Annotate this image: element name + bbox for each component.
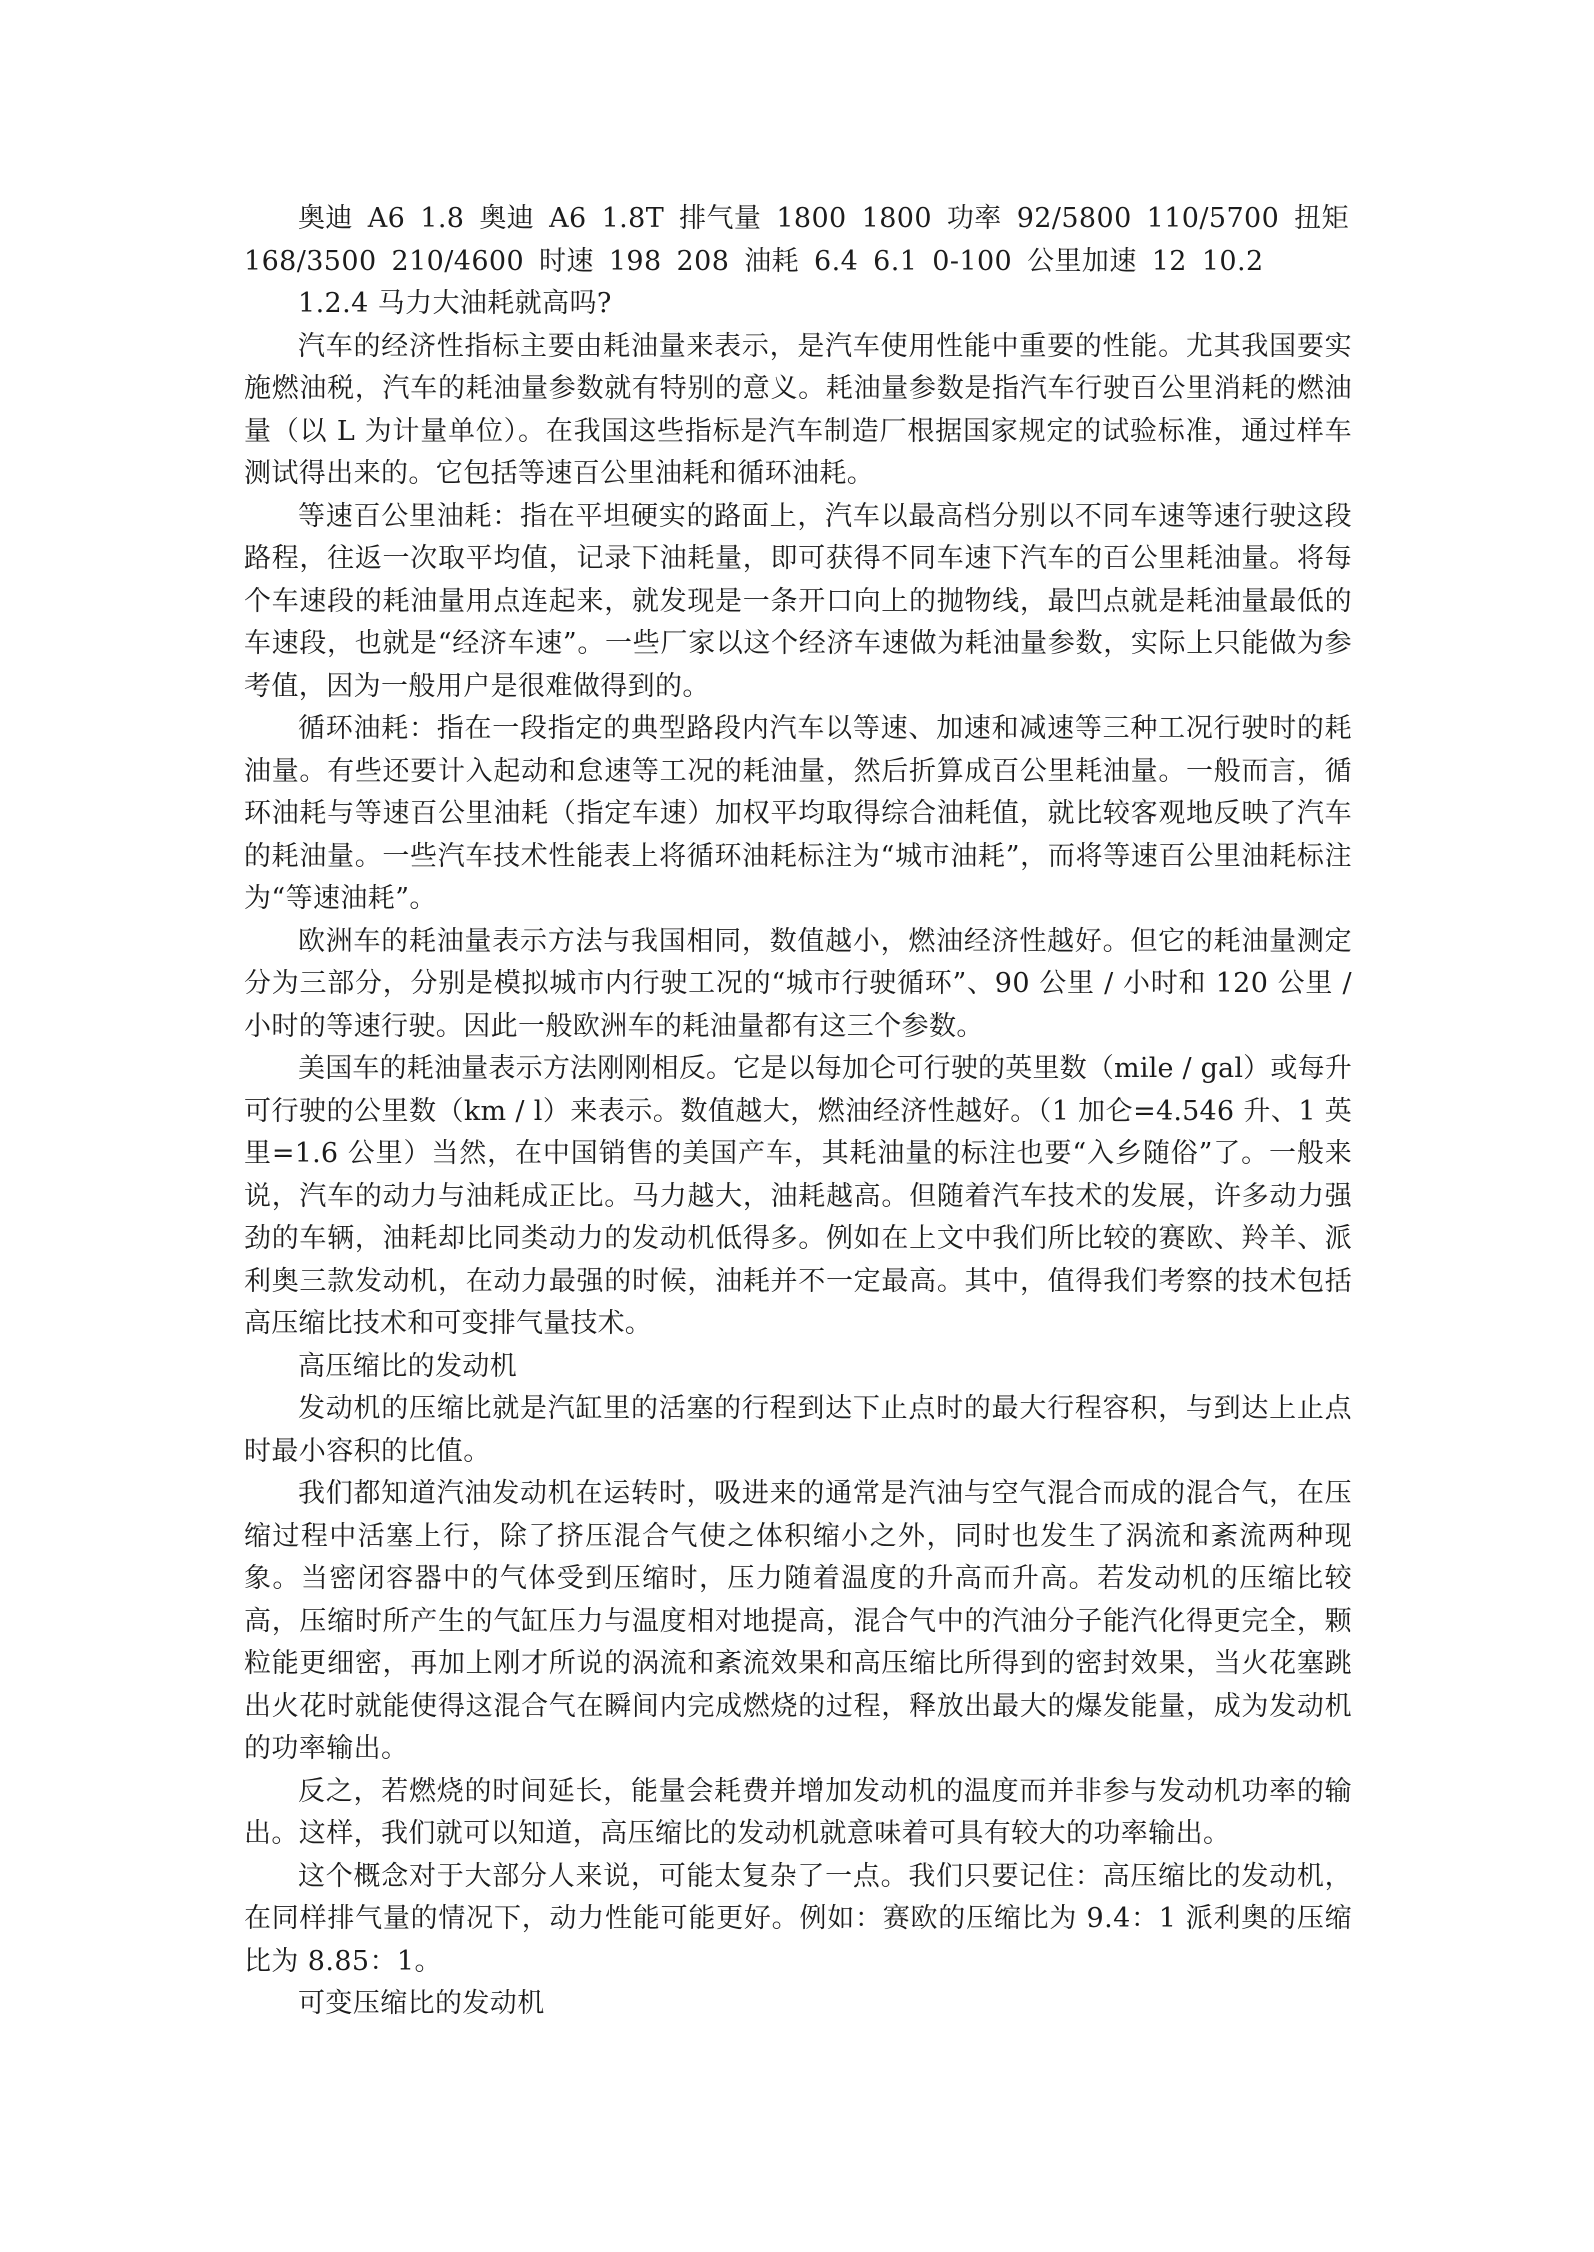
paragraph-compression-process: 我们都知道汽油发动机在运转时，吸进来的通常是汽油与空气混合而成的混合气，在压缩过程中活塞上行，除了挤压混合气使之体积缩小之外，同时也发生了涡流和紊流两种现象。当密闭容器中的气体受到压缩时，压力随着温度的升高而升高。若发动机的压缩比较高，压缩时所产生的气缸压力与温度相对地提高，混合气中的汽油分子能汽化得更完全，颗粒能更细密，再加上刚才所说的涡流和紊流效果和高压缩比所得到的密封效果，当火花塞跳出火花时就能使得这混合气在瞬间内完成燃烧的过程，释放出最大的爆发能量，成为发动机的功率输出。 <box>244 1478 1352 1764</box>
paragraph-american-method: 美国车的耗油量表示方法刚刚相反。它是以每加仑可行驶的英里数（mile / gal）或每升可行驶的公里数（km / l）来表示。数值越大，燃油经济性越好。（1 加仑=4.546 升、1 英里=1.6 公里）当然，在中国销售的美国产车，其耗油量的标注也要“入乡随俗”了。一般来说，汽车的动力与油耗成正比。马力越大，油耗越高。但随着汽车技术的发展，许多动力强劲的车辆，油耗却比同类动力的发动机低得多。例如在上文中我们所比较的赛欧、羚羊、派利奥三款发动机，在动力最强的时候，油耗并不一定最高。其中，值得我们考察的技术包括高压缩比技术和可变排气量技术。 <box>244 1053 1352 1339</box>
paragraph-compression-summary: 这个概念对于大部分人来说，可能太复杂了一点。我们只要记住：高压缩比的发动机，在同样排气量的情况下，动力性能可能更好。例如：赛欧的压缩比为 9.4：1 派利奥的压缩比为 8.85：1。 <box>244 1860 1352 1977</box>
subheading-variable-compression: 可变压缩比的发动机 <box>298 1988 545 2019</box>
subheading-high-compression: 高压缩比的发动机 <box>298 1350 518 1382</box>
section-heading-1-2-4: 1.2.4 马力大油耗就高吗? <box>298 288 612 319</box>
paragraph-compression-ratio-definition: 发动机的压缩比就是汽缸里的活塞的行程到达下止点时的最大行程容积，与到达上止点时最小容积的比值。 <box>244 1393 1352 1467</box>
paragraph-combustion-delay: 反之，若燃烧的时间延长，能量会耗费并增加发动机的温度而并非参与发动机功率的输出。这样，我们就可以知道，高压缩比的发动机就意味着可具有较大的功率输出。 <box>244 1775 1352 1849</box>
spec-comparison-paragraph: 奥迪 A6 1.8 奥迪 A6 1.8T 排气量 1800 1800 功率 92/5800 110/5700 扭矩 168/3500 210/4600 时速 198 208 油耗 6.4 6.1 0-100 公里加速 12 10.2 <box>244 203 1349 277</box>
document-body <box>244 198 1352 2026</box>
paragraph-european-method: 欧洲车的耗油量表示方法与我国相同，数值越小，燃油经济性越好。但它的耗油量测定分为三部分，分别是模拟城市内行驶工况的“城市行驶循环”、90 公里 / 小时和 120 公里 / 小时的等速行驶。因此一般欧洲车的耗油量都有这三个参数。 <box>244 925 1352 1042</box>
paragraph-economy-intro: 汽车的经济性指标主要由耗油量来表示，是汽车使用性能中重要的性能。尤其我国要实施燃油税，汽车的耗油量参数就有特别的意义。耗油量参数是指汽车行驶百公里消耗的燃油量（以 L 为计量单位）。在我国这些指标是汽车制造厂根据国家规定的试验标准，通过样车测试得出来的。它包括等速百公里油耗和循环油耗。 <box>244 330 1352 489</box>
paragraph-cycle-consumption: 循环油耗：指在一段指定的典型路段内汽车以等速、加速和减速等三种工况行驶时的耗油量。有些还要计入起动和怠速等工况的耗油量，然后折算成百公里耗油量。一般而言，循环油耗与等速百公里油耗（指定车速）加权平均取得综合油耗值，就比较客观地反映了汽车的耗油量。一些汽车技术性能表上将循环油耗标注为“城市油耗”，而将等速百公里油耗标注为“等速油耗”。 <box>244 713 1352 914</box>
paragraph-constant-speed-consumption: 等速百公里油耗：指在平坦硬实的路面上，汽车以最高档分别以不同车速等速行驶这段路程，往返一次取平均值，记录下油耗量，即可获得不同车速下汽车的百公里耗油量。将每个车速段的耗油量用点连起来，就发现是一条开口向上的抛物线，最凹点就是耗油量最低的车速段，也就是“经济车速”。一些厂家以这个经济车速做为耗油量参数，实际上只能做为参考值，因为一般用户是很难做得到的。 <box>244 500 1352 702</box>
